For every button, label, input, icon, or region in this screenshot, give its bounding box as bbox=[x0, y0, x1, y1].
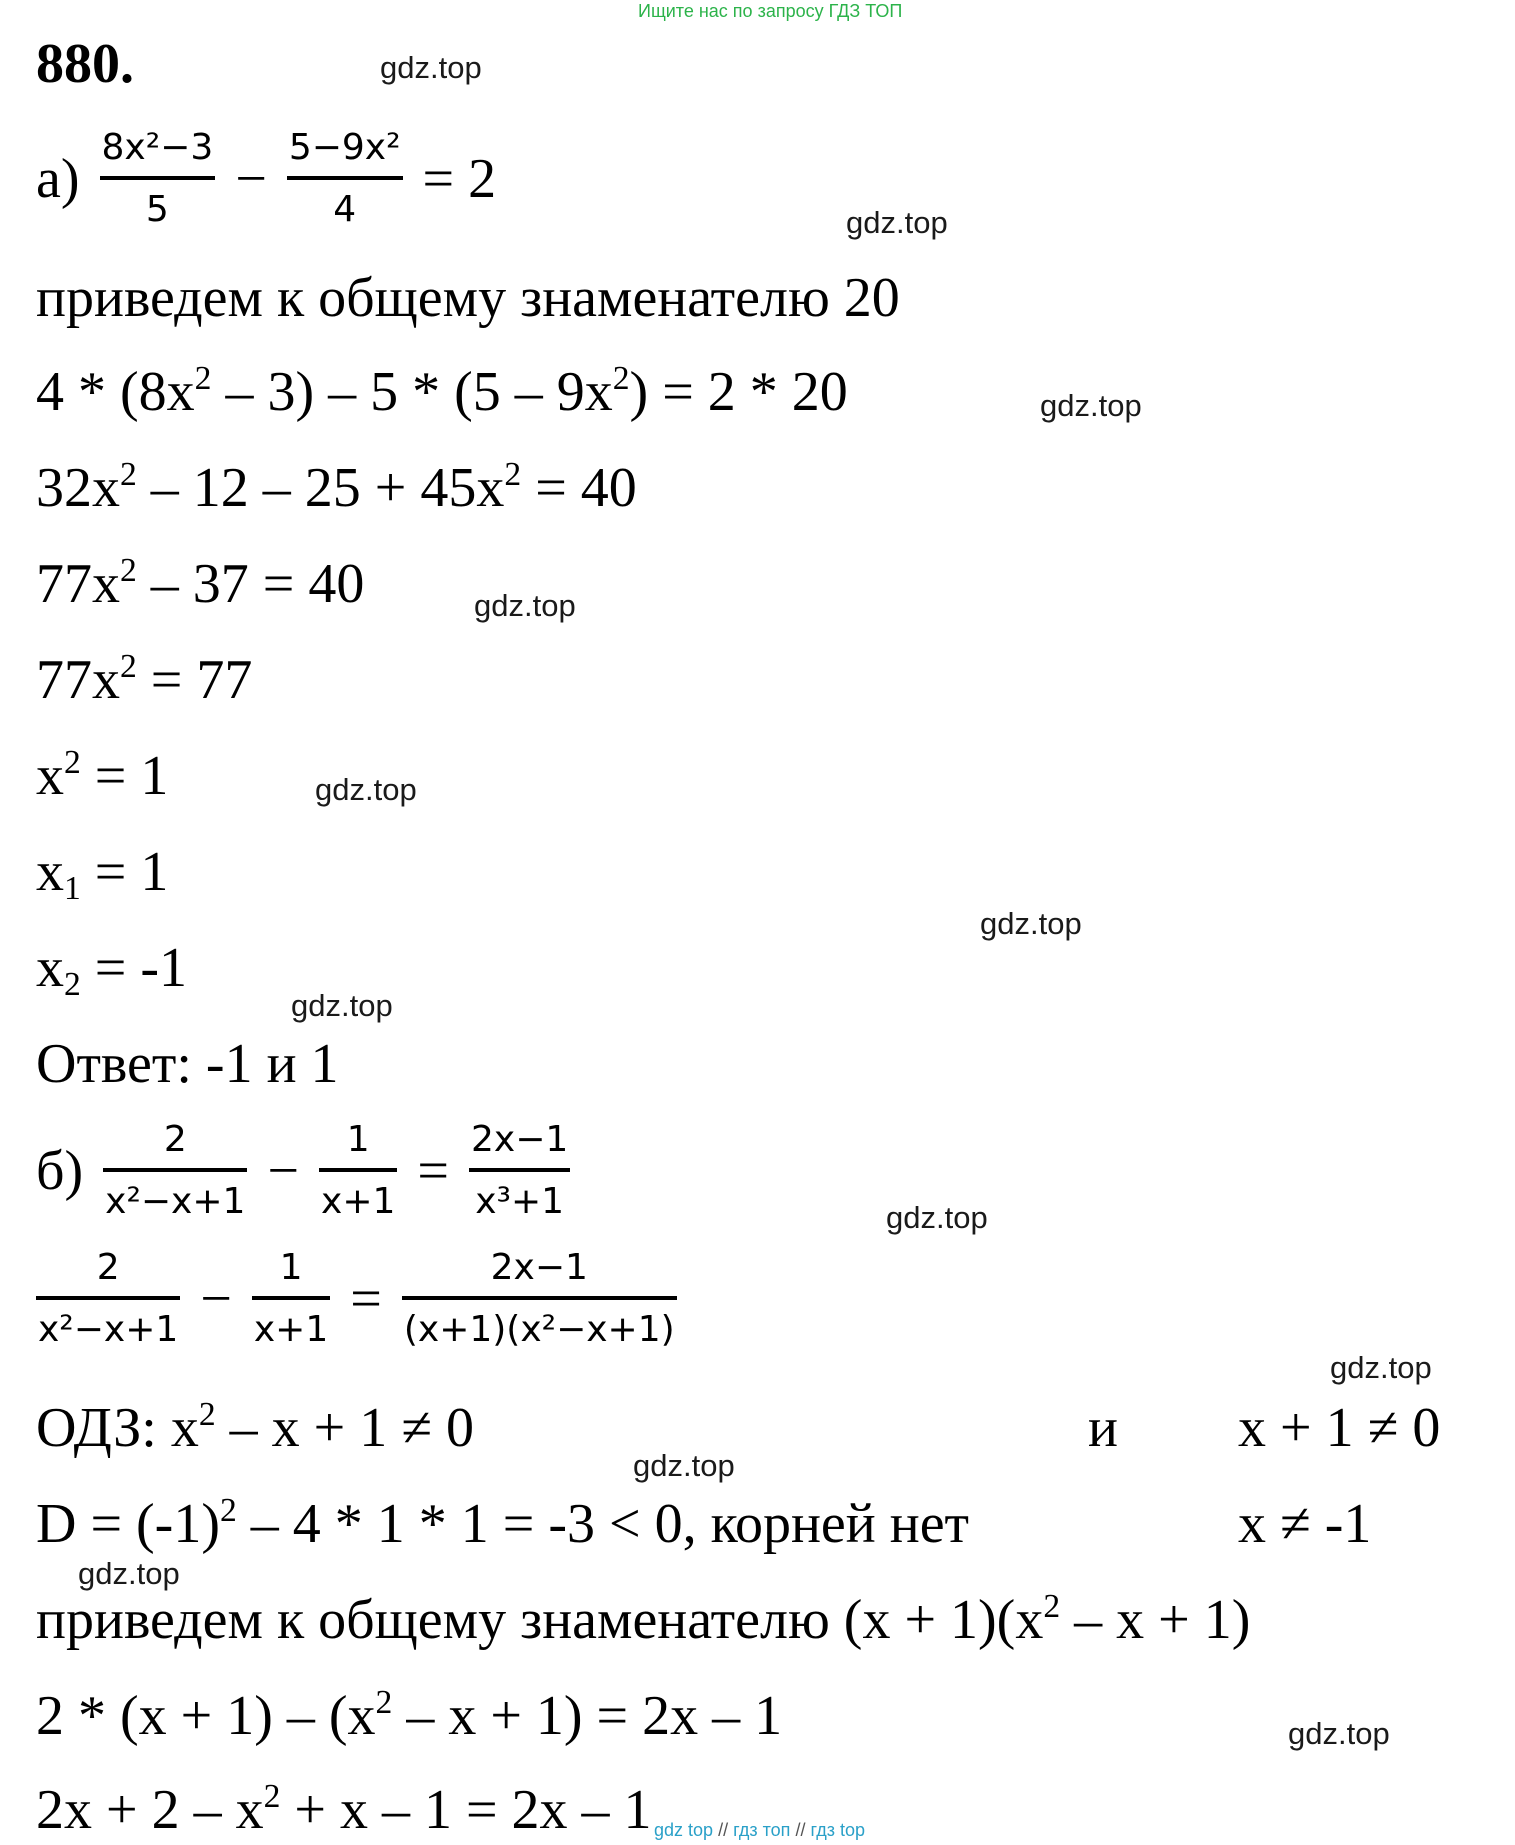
fraction-denominator: x+1 bbox=[321, 1180, 396, 1222]
step-line: $2x + 2 - x^2 + x - 1 = 2x - 1$ bbox=[36, 1778, 652, 1841]
equation-rhs: = 2 bbox=[422, 147, 497, 210]
watermark: gdz.top bbox=[78, 1556, 180, 1591]
minus-sign: − bbox=[235, 147, 267, 210]
fraction-denominator: x+1 bbox=[253, 1308, 329, 1350]
fraction bbox=[402, 1248, 677, 1349]
step-line: $77x^2 = 77$ bbox=[36, 648, 253, 711]
fraction bbox=[100, 128, 216, 229]
odz-condition-2: x + 1 ≠ 0 bbox=[1238, 1397, 1441, 1459]
watermark: gdz.top bbox=[886, 1200, 988, 1235]
watermark: gdz.top bbox=[980, 906, 1082, 941]
minus-sign: − bbox=[200, 1267, 232, 1330]
part-a-label: а) bbox=[36, 147, 80, 210]
discriminant-line: $D = (-1)^2 - 4 * 1 * 1 = -3 < 0$, корней нет bbox=[36, 1492, 970, 1555]
watermark: gdz.top bbox=[1040, 388, 1142, 423]
watermark: gdz.top bbox=[474, 588, 576, 623]
watermark: gdz.top bbox=[291, 988, 393, 1023]
part-b-label: б) bbox=[36, 1139, 84, 1202]
conjunction-and: и bbox=[1088, 1397, 1118, 1459]
fraction bbox=[287, 128, 403, 229]
odz-result: x ≠ -1 bbox=[1238, 1493, 1372, 1555]
fraction bbox=[319, 1120, 397, 1221]
fraction-numerator: 5−9x² bbox=[287, 128, 403, 180]
step-line: $77x^2 - 37 = 40$ bbox=[36, 552, 365, 615]
fraction-denominator: x²−x+1 bbox=[105, 1180, 246, 1222]
root-x2: $x_2 = -1$ bbox=[36, 937, 188, 1004]
step-common-denominator-b: приведем к общему знаменателю $(x + 1)(x^2 - x + 1)$ bbox=[36, 1588, 1251, 1651]
problem-number: 880. bbox=[36, 33, 134, 95]
fraction-denominator: 5 bbox=[145, 188, 169, 230]
watermark: gdz.top bbox=[380, 50, 482, 85]
footer-link-gdz-top-mixed[interactable]: гдз top bbox=[810, 1820, 866, 1840]
fraction-numerator: 1 bbox=[319, 1120, 397, 1172]
fraction bbox=[36, 1248, 180, 1349]
fraction bbox=[469, 1120, 570, 1221]
step-line: $4 * (8x^2 - 3) - 5 * (5 - 9x^2) = 2 * 20$ bbox=[36, 360, 848, 423]
fraction-numerator: 2x−1 bbox=[402, 1248, 677, 1300]
footer-link-gdz-top-ru[interactable]: гдз топ bbox=[733, 1820, 791, 1840]
fraction-denominator: (x+1)(x²−x+1) bbox=[403, 1308, 675, 1350]
part-b-equation-expanded bbox=[36, 1248, 677, 1349]
odz-condition: ОДЗ: $x^2 - x + 1 \ne 0$ bbox=[36, 1396, 474, 1459]
fraction-denominator: x²−x+1 bbox=[38, 1308, 179, 1350]
step-line: $2 * (x + 1) - (x^2 - x + 1) = 2x - 1$ bbox=[36, 1684, 783, 1747]
fraction-denominator: 4 bbox=[333, 188, 357, 230]
fraction bbox=[103, 1120, 247, 1221]
fraction bbox=[252, 1248, 330, 1349]
fraction-denominator: x³+1 bbox=[475, 1180, 565, 1222]
fraction-numerator: 1 bbox=[252, 1248, 330, 1300]
fraction-numerator: 2 bbox=[36, 1248, 180, 1300]
footer-link-gdz-top[interactable]: gdz top bbox=[654, 1820, 714, 1840]
equals-sign: = bbox=[417, 1139, 449, 1202]
top-banner: Ищите нас по запросу ГДЗ ТОП bbox=[638, 1, 903, 21]
fraction-numerator: 8x²−3 bbox=[100, 128, 216, 180]
watermark: gdz.top bbox=[1330, 1350, 1432, 1385]
part-a-equation bbox=[36, 128, 502, 229]
watermark: gdz.top bbox=[633, 1448, 735, 1483]
watermark: gdz.top bbox=[846, 205, 948, 240]
part-b-equation bbox=[36, 1120, 570, 1221]
step-line: $32x^2 - 12 - 25 + 45x^2 = 40$ bbox=[36, 456, 637, 519]
root-x1: $x_1 = 1$ bbox=[36, 841, 169, 908]
watermark: gdz.top bbox=[315, 772, 417, 807]
equals-sign: = bbox=[350, 1267, 382, 1330]
watermark: gdz.top bbox=[1288, 1716, 1390, 1751]
footer-separator: // bbox=[718, 1820, 729, 1840]
fraction-numerator: 2x−1 bbox=[469, 1120, 570, 1172]
step-line: $x^2 = 1$ bbox=[36, 744, 169, 807]
footer-links bbox=[654, 1820, 865, 1841]
minus-sign: − bbox=[267, 1139, 300, 1202]
step-common-denominator: приведем к общему знаменателю 20 bbox=[36, 267, 900, 329]
fraction-numerator: 2 bbox=[103, 1120, 247, 1172]
answer-a: Ответ: -1 и 1 bbox=[36, 1033, 339, 1095]
footer-separator: // bbox=[795, 1820, 806, 1840]
